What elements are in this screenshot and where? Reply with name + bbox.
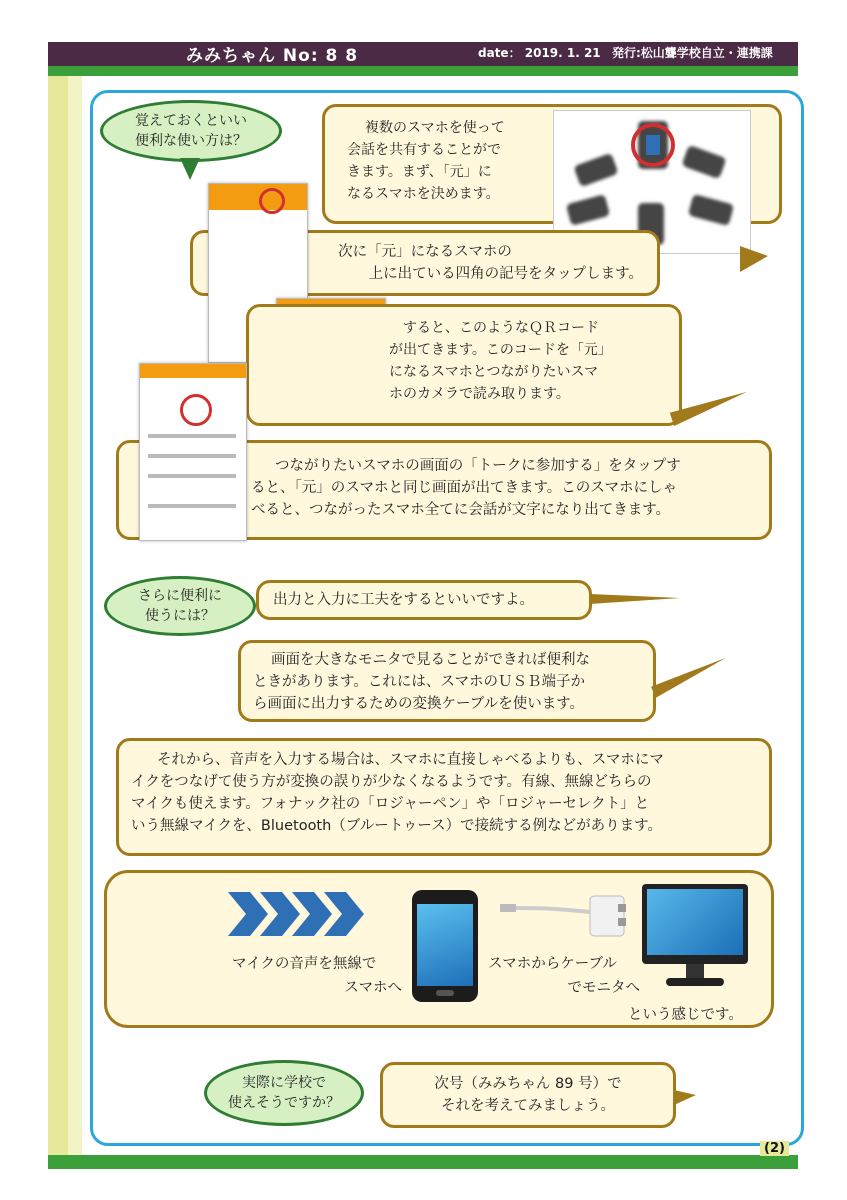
question-line: 便利な使い方は？ (135, 133, 247, 149)
list-item (148, 474, 236, 478)
join-talk-highlight (180, 394, 212, 426)
question-line: 使うには？ (145, 608, 215, 624)
issue-date: date： 2019. 1. 21 (478, 46, 601, 60)
smartphone-icon (412, 890, 478, 1002)
step3-box (246, 304, 682, 426)
step3-line: になるスマホとつながりたいスマ (389, 364, 599, 380)
smartphone-screen (417, 904, 473, 986)
tip-text: 出力と入力に工夫をするといいですよ。 (273, 592, 534, 608)
answer-line: 次号（みみちゃん 89 号）で (434, 1076, 622, 1092)
intro-line: きます。まず、「元」に (347, 164, 492, 180)
footer-stripe (48, 1155, 798, 1169)
step4-line: べると、つながったスマホ全てに会話が文字になり出てきます。 (251, 502, 671, 518)
mic-line: いう無線マイクを、Bluetooth（ブルートゥース）で接続する例などがあります。 (131, 818, 662, 834)
answer-line: それを考えてみましょう。 (441, 1098, 615, 1114)
intro-line: 複数のスマホを使って (365, 120, 505, 136)
question-line: 実際に学校で (242, 1075, 326, 1091)
mic-line: イクをつなげて使う方が変換の誤りが少なくなるようです。有線、無線どちらの (131, 774, 652, 790)
monitor-icon (638, 884, 756, 994)
join-screen-title-bar (140, 364, 246, 378)
app-title-bar (209, 184, 307, 210)
step2-line: 次に「元」になるスマホの (338, 244, 512, 260)
header-stripe (48, 66, 798, 76)
question-line: 使えそうですか？ (228, 1095, 340, 1111)
side-decoration-inner (68, 76, 82, 1166)
question-line: さらに便利に (138, 588, 222, 604)
label-line: マイクの音声を無線で (232, 956, 377, 972)
mic-line: それから、音声を入力する場合は、スマホに直接しゃべるよりも、スマホにマ (157, 752, 664, 768)
monitor-line: 画面を大きなモニタで見ることができれば便利な (271, 652, 590, 668)
box-tail (674, 1090, 696, 1105)
monitor-base (666, 978, 724, 986)
step3-line: ホのカメラで読み取ります。 (389, 386, 570, 402)
question-bubble-1 (100, 100, 282, 162)
intro-line: 会話を共有することがで (347, 142, 501, 158)
monitor-stand (686, 964, 704, 978)
question-bubble-2 (104, 576, 256, 636)
monitor-line: ときがあります。これには、スマホのＵＳＢ端子か (253, 674, 586, 690)
publisher: 発行:松山聾学校自立・連携課 (612, 46, 773, 60)
bubble-tail (180, 158, 200, 180)
question-bubble-3 (204, 1060, 364, 1126)
qr-button-highlight (259, 188, 285, 214)
mic-box (116, 738, 772, 856)
tip-box (256, 580, 592, 620)
diagram-label-mic (232, 952, 402, 1000)
join-talk-screenshot (139, 363, 247, 541)
list-item (148, 434, 236, 438)
side-decoration (48, 76, 68, 1166)
monitor-display (647, 889, 743, 955)
label-line: スマホからケーブル (488, 956, 617, 972)
page-number: (2) (760, 1141, 789, 1156)
chevron-arrows (228, 892, 368, 936)
list-item (148, 504, 236, 508)
diagram-label-summary: という感じです。 (628, 1007, 743, 1023)
step4-line: ると、「元」のスマホと同じ画面が出てきます。このスマホにしゃ (251, 480, 678, 496)
diagram-label-cable (488, 952, 640, 1000)
chevron-icon (228, 892, 268, 936)
box-tail (740, 246, 768, 272)
chevron-group (228, 892, 364, 936)
label-line: スマホへ (344, 980, 402, 996)
list-item (148, 454, 236, 458)
answer-box (380, 1062, 676, 1128)
step2-line: 上に出ている四角の記号をタップします。 (368, 266, 643, 282)
step3-line: すると、このようなＱＲコード (403, 320, 599, 336)
label-line: でモニタへ (567, 980, 640, 996)
box-tail (590, 594, 680, 604)
monitor-box (238, 640, 656, 722)
intro-line: なるスマホを決めます。 (347, 186, 500, 202)
monitor-screen (642, 884, 748, 964)
mic-line: マイクも使えます。フォナック社の「ロジャーペン」や「ロジャーセレクト」と (131, 796, 650, 812)
step3-line: が出てきます。このコードを「元」 (389, 342, 612, 358)
usb-adapter-icon (500, 890, 630, 938)
monitor-line: ら画面に出力するための変換ケーブルを使います。 (253, 696, 585, 712)
smartphone-home-button (436, 990, 454, 996)
newsletter-title: みみちゃん No: 8 8 (186, 46, 359, 66)
question-line: 覚えておくといい (135, 113, 247, 129)
step4-line: つながりたいスマホの画面の「トークに参加する」をタップす (275, 458, 681, 474)
